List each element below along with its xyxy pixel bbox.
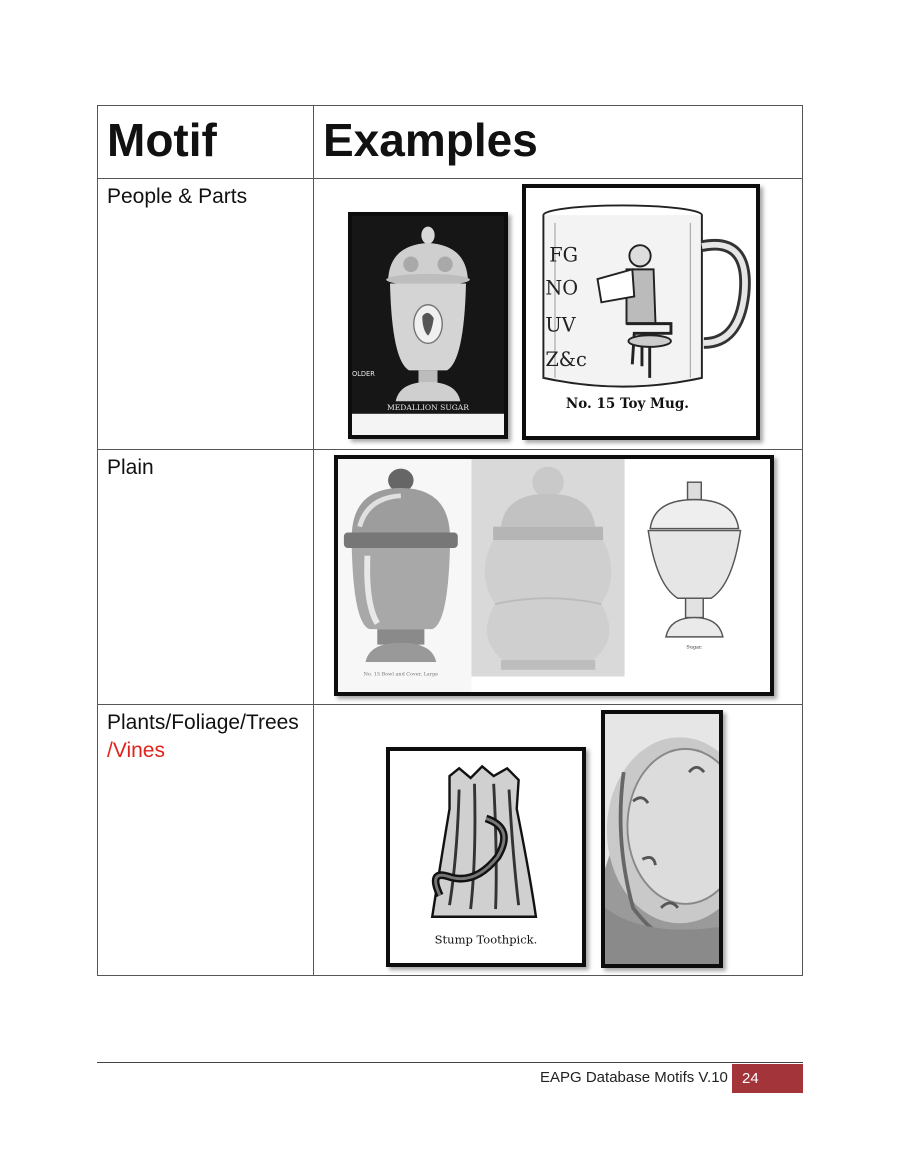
examples-cell bbox=[314, 450, 803, 705]
medallion-sugar-image bbox=[348, 212, 508, 439]
motif-table bbox=[97, 105, 803, 976]
plain-sugar-image bbox=[625, 459, 770, 692]
vine-glass-closeup-image bbox=[601, 710, 723, 968]
plain-covered-bowl-image bbox=[338, 459, 472, 692]
motif-cell bbox=[98, 705, 314, 976]
motif-label: People & Parts bbox=[107, 185, 248, 208]
table-row bbox=[98, 705, 803, 976]
motif-label: Plain bbox=[107, 456, 154, 479]
motif-cell bbox=[98, 179, 314, 450]
table-header-row bbox=[98, 106, 803, 179]
page-number-badge: 24 bbox=[732, 1064, 803, 1093]
mug-letters: UV bbox=[545, 313, 576, 337]
image-caption: No. 15 Bowl and Cover, Large bbox=[363, 671, 439, 678]
plain-covered-jar-image bbox=[472, 459, 625, 677]
motif-cell bbox=[98, 450, 314, 705]
table-row bbox=[98, 179, 803, 450]
mug-letters: Z&c bbox=[545, 348, 587, 372]
footer-doc-title: EAPG Database Motifs V.10 bbox=[540, 1069, 728, 1086]
image-caption: Stump Toothpick. bbox=[434, 932, 538, 947]
examples-cell bbox=[314, 179, 803, 450]
image-caption: Sugar. bbox=[686, 644, 703, 651]
mug-letters: FG bbox=[549, 243, 579, 267]
examples-column-header: Examples bbox=[314, 106, 803, 179]
toy-mug-image bbox=[522, 184, 760, 440]
table-row bbox=[98, 450, 803, 705]
footer-divider bbox=[97, 1062, 803, 1063]
motif-label-addition: /Vines bbox=[107, 739, 165, 762]
examples-cell bbox=[314, 705, 803, 976]
mug-letters: NO bbox=[545, 276, 579, 300]
image-caption: No. 15 Toy Mug. bbox=[565, 395, 690, 412]
motif-label: Plants/Foliage/Trees bbox=[107, 711, 299, 734]
motif-column-header: Motif bbox=[98, 106, 314, 179]
plain-glass-image-strip bbox=[334, 455, 774, 696]
image-caption: MEDALLION SUGAR bbox=[386, 402, 470, 412]
stump-toothpick-image bbox=[386, 747, 586, 967]
side-text: OLDER bbox=[352, 370, 375, 379]
